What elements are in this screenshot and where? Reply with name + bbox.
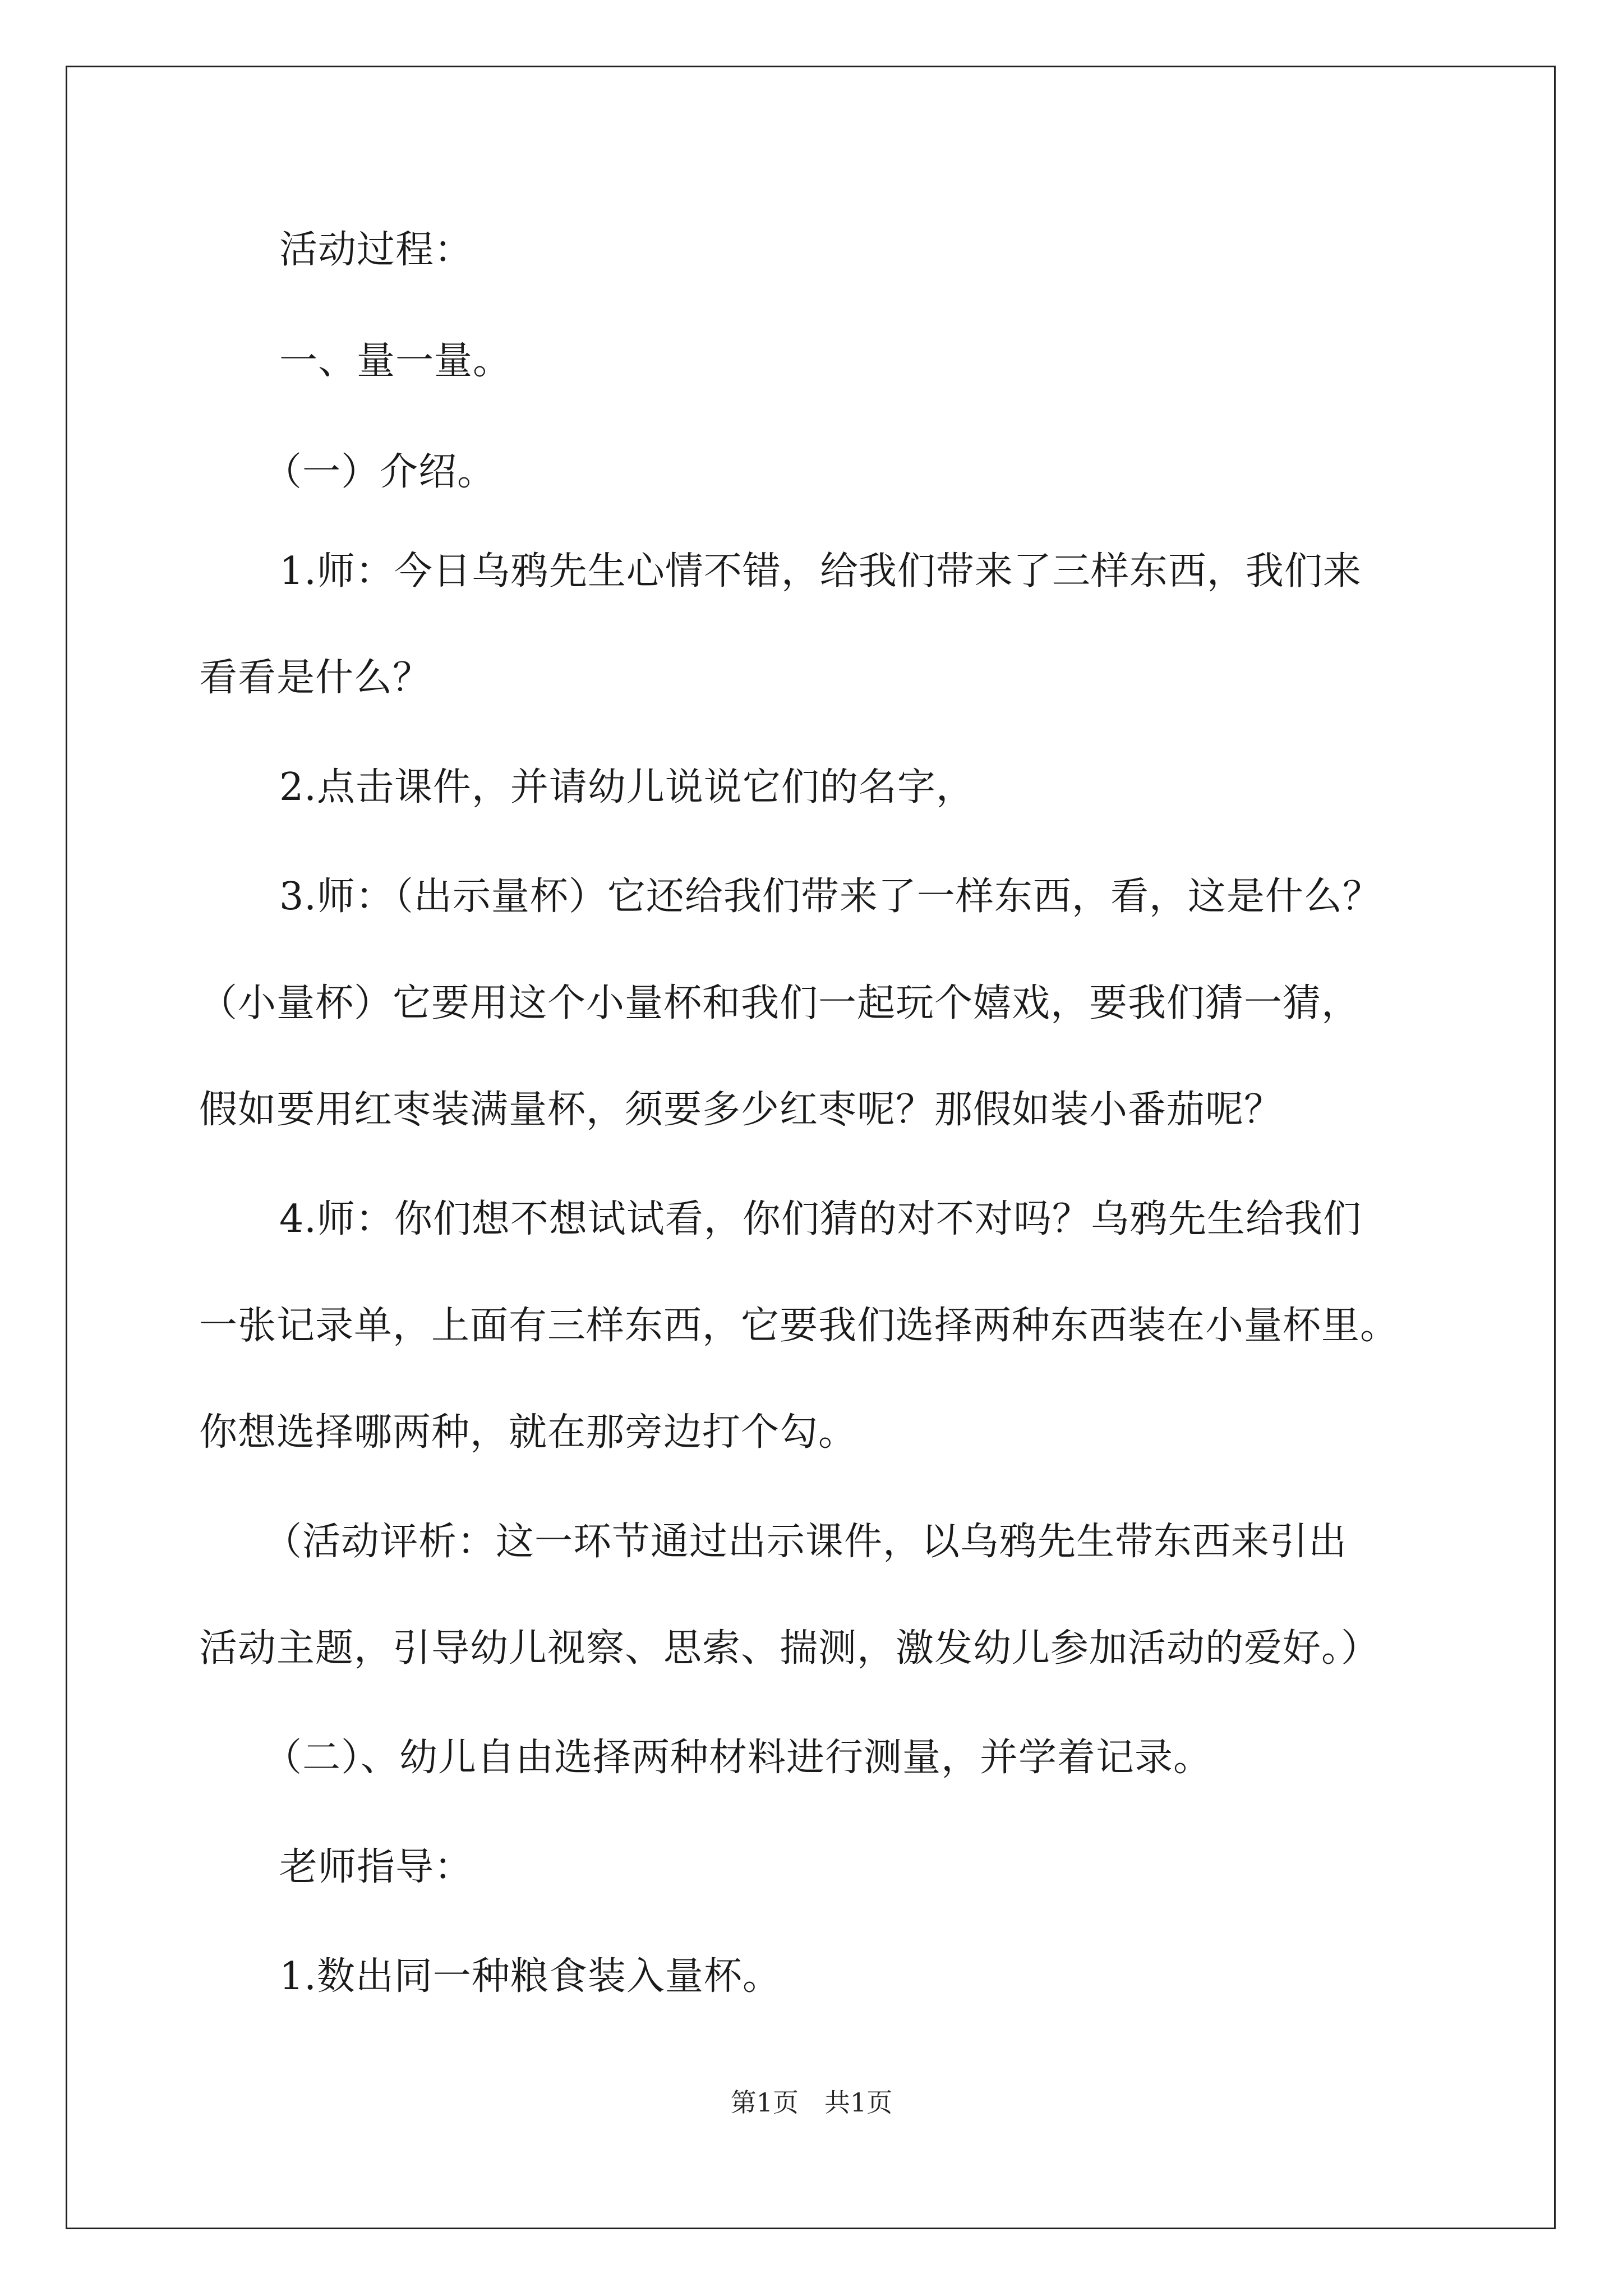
paragraph-line: 看看是什么？ <box>199 656 432 700</box>
page-border <box>66 66 1556 2229</box>
subsection-title: （一）介绍。 <box>264 450 496 494</box>
paragraph-line: 老师指导： <box>279 1845 473 1889</box>
paragraph-line: 活动主题，引导幼儿视察、思索、揣测，激发幼儿参加活动的爱好。） <box>199 1626 1380 1671</box>
paragraph-line: （二）、幼儿自由选择两种材料进行测量，并学着记录。 <box>264 1736 1212 1780</box>
paragraph-line: 一张记录单，上面有三样东西，它要我们选择两种东西装在小量杯里。 <box>199 1304 1399 1348</box>
paragraph-line: 4.师：你们想不想试试看，你们猜的对不对吗？乌鸦先生给我们 <box>279 1197 1362 1241</box>
page-footer: 第1页 共1页 <box>730 2087 893 2118</box>
paragraph-line: （活动评析：这一环节通过出示课件，以乌鸦先生带东西来引出 <box>264 1520 1348 1564</box>
paragraph-line: 1.师：今日乌鸦先生心情不错，给我们带来了三样东西，我们来 <box>279 549 1362 593</box>
paragraph-line: （小量杯）它要用这个小量杯和我们一起玩个嬉戏，要我们猜一猜， <box>199 981 1361 1025</box>
paragraph-line: 3.师：（出示量杯）它还给我们带来了一样东西，看，这是什么？ <box>279 875 1381 919</box>
paragraph-line: 假如要用红枣装满量杯，须要多少红枣呢？那假如装小番茄呢？ <box>199 1088 1283 1132</box>
section-heading: 活动过程： <box>279 228 473 272</box>
paragraph-line: 2.点击课件，并请幼儿说说它们的名字， <box>279 765 975 809</box>
paragraph-line: 你想选择哪两种，就在那旁边打个勾。 <box>199 1410 857 1455</box>
paragraph-line: 1.数出同一种粮食装入量杯。 <box>279 1954 781 1999</box>
subsection-heading: 一、量一量。 <box>279 339 512 383</box>
